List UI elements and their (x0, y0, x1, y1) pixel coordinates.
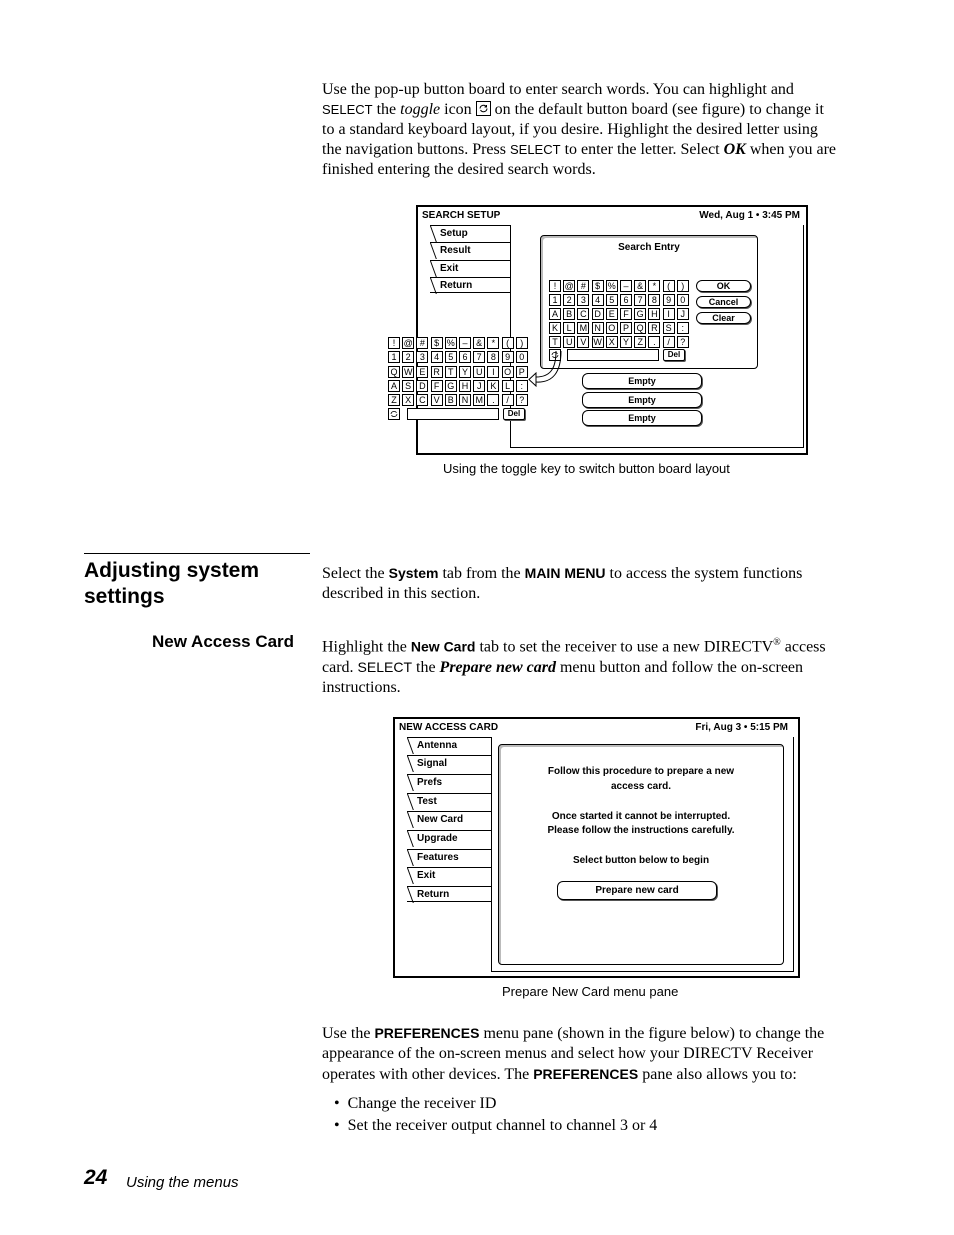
list-item (334, 1093, 874, 1115)
intro-line: Use the pop-up button board to enter search words. You can highlight and (322, 81, 794, 98)
key-button[interactable]: * (487, 337, 499, 349)
key-button[interactable]: M (473, 394, 485, 406)
empty-slot[interactable]: Empty (582, 373, 702, 389)
key-button[interactable]: M (577, 322, 589, 334)
empty-slot[interactable]: Empty (582, 410, 702, 426)
subsection-paragraph (322, 633, 882, 698)
preferences-term: PREFERENCES (374, 1025, 480, 1041)
key-button[interactable]: 6 (620, 294, 632, 306)
key-button[interactable]: N (592, 322, 604, 334)
para-line (322, 1064, 882, 1085)
toggle-term: toggle (400, 101, 441, 118)
key-button[interactable]: . (648, 336, 660, 348)
key-button[interactable]: Z (388, 394, 400, 406)
key-button[interactable]: Z (634, 336, 646, 348)
clear-button[interactable]: Clear (696, 312, 751, 324)
key-button[interactable]: 4 (431, 351, 443, 363)
intro-paragraph (322, 80, 882, 180)
prepare-new-card-button[interactable]: Prepare new card (557, 881, 717, 900)
heading-line: settings (84, 585, 165, 608)
key-button[interactable]: C (577, 308, 589, 320)
key-button[interactable]: / (502, 394, 514, 406)
key-button[interactable]: O (502, 366, 514, 378)
del-button[interactable]: Del (663, 349, 685, 361)
tab-label: Return (417, 889, 450, 900)
para-line: appearance of the on-screen menus and select how your DIRECTV Receiver (322, 1045, 814, 1062)
preferences-paragraph (322, 1023, 882, 1085)
key-button[interactable]: D (416, 380, 428, 392)
key-button[interactable]: A (549, 308, 561, 320)
key-button[interactable]: H (459, 380, 471, 392)
key-button[interactable]: & (473, 337, 485, 349)
key-button[interactable]: 7 (473, 351, 485, 363)
key-button[interactable]: 6 (459, 351, 471, 363)
tab-exit[interactable] (407, 867, 491, 883)
select-term: SELECT (509, 142, 561, 157)
bullet-icon: • (334, 1095, 340, 1112)
new-access-card-screen (393, 717, 800, 978)
tab-label: Features (417, 852, 459, 863)
key-button[interactable]: J (473, 380, 485, 392)
tab-label: Signal (417, 758, 448, 769)
intro-line (322, 140, 882, 160)
text: the navigation buttons. Press (322, 141, 510, 158)
key-button[interactable]: 5 (445, 351, 457, 363)
key-button[interactable]: S (663, 322, 675, 334)
key-button[interactable]: A (388, 380, 400, 392)
para-line (322, 563, 882, 584)
para-line: described in this section. (322, 585, 481, 602)
tab-result[interactable] (430, 242, 510, 258)
key-button[interactable]: . (487, 394, 499, 406)
select-term: SELECT (322, 102, 373, 117)
key-button[interactable]: 8 (648, 294, 660, 306)
heading-line: Adjusting system (84, 559, 260, 582)
key-button[interactable]: L (563, 322, 575, 334)
key-button[interactable]: F (620, 308, 632, 320)
key-button[interactable]: @ (564, 281, 574, 291)
key-button[interactable]: 7 (634, 294, 646, 306)
key-button[interactable]: & (634, 280, 646, 292)
key-button[interactable]: 0 (677, 294, 689, 306)
key-button[interactable]: X (606, 336, 618, 348)
key-button[interactable]: Q (388, 366, 400, 378)
screen-datetime: Wed, Aug 1 • 3:45 PM (699, 210, 800, 221)
tab-new-card[interactable] (407, 811, 491, 827)
new-card-term: New Card (410, 638, 476, 655)
figure-caption: Using the toggle key to switch button board layout (443, 461, 730, 476)
key-button[interactable]: F (431, 380, 443, 392)
key-button[interactable]: 2 (563, 294, 575, 306)
ok-button[interactable]: OK (696, 280, 751, 292)
registered-mark: ® (773, 637, 781, 648)
key-button[interactable]: ) (516, 337, 528, 349)
key-button[interactable]: # (416, 337, 428, 349)
list-item (334, 1115, 874, 1137)
key-button[interactable]: 1 (549, 294, 561, 306)
message-line: access card. (610, 781, 672, 792)
text: icon (440, 101, 476, 118)
key-button[interactable]: 2 (402, 351, 414, 363)
tab-upgrade[interactable] (407, 830, 491, 846)
key-button[interactable]: V (431, 394, 443, 406)
new-card-panel (498, 744, 784, 965)
del-button[interactable]: Del (503, 408, 525, 420)
tab-antenna[interactable] (407, 737, 491, 753)
key-button[interactable]: Q (634, 322, 646, 334)
key-button[interactable]: X (402, 394, 414, 406)
text: the (372, 101, 401, 118)
select-term: SELECT (357, 659, 412, 676)
key-button[interactable]: – (459, 337, 471, 349)
section-heading (84, 558, 259, 610)
key-button[interactable]: T (445, 366, 457, 378)
key-button[interactable]: I (487, 366, 499, 378)
key-button[interactable]: – (620, 280, 632, 292)
qwerty-button-board (385, 335, 530, 425)
empty-slot[interactable]: Empty (582, 392, 702, 408)
key-button[interactable]: H (648, 308, 660, 320)
key-button[interactable]: G (445, 380, 457, 392)
key-button[interactable]: I (663, 308, 675, 320)
key-button[interactable]: : (677, 322, 689, 334)
prepare-term: Prepare new card (439, 659, 556, 677)
text: menu pane (shown in the figure below) to change the (479, 1025, 825, 1042)
tab-label: Exit (417, 870, 436, 881)
key-button[interactable]: J (677, 308, 689, 320)
subsection-heading: New Access Card (152, 632, 295, 651)
search-text-input[interactable] (567, 349, 659, 361)
list-item-text: Set the receiver output channel to channel 3 or 4 (347, 1117, 658, 1134)
footer-label: Using the menus (126, 1174, 239, 1191)
key-button[interactable]: # (577, 280, 589, 292)
para-line (322, 657, 882, 678)
para-line (322, 633, 882, 657)
key-button[interactable]: ? (516, 394, 528, 406)
search-text-input[interactable] (407, 408, 499, 420)
intro-line (322, 100, 882, 120)
screen-title: SEARCH SETUP (422, 210, 501, 221)
key-button[interactable]: @ (403, 338, 413, 348)
tab-prefs[interactable] (407, 774, 491, 790)
key-button[interactable]: B (563, 308, 575, 320)
key-button[interactable]: $ (592, 280, 604, 292)
tab-signal[interactable] (407, 755, 491, 771)
tab-label: Test (417, 796, 437, 807)
key-button[interactable]: ! (549, 280, 561, 292)
key-button[interactable]: : (516, 380, 528, 392)
text: menu button and follow the on-screen (555, 659, 804, 677)
text: the (412, 659, 440, 677)
bullet-icon: • (334, 1117, 340, 1134)
key-button[interactable]: K (487, 380, 499, 392)
key-button[interactable]: E (606, 308, 618, 320)
text: Use the (322, 1025, 375, 1042)
ok-term: OK (723, 141, 746, 158)
tab-label: Antenna (417, 740, 457, 751)
tab-label: Setup (440, 228, 468, 239)
toggle-arrow (526, 347, 566, 387)
key-button[interactable]: ( (663, 280, 675, 292)
message-line: Follow this procedure to prepare a new (547, 766, 735, 777)
message-line: Once started it cannot be interrupted. (551, 811, 731, 822)
key-button[interactable]: W (403, 366, 413, 377)
tab-test[interactable] (407, 793, 491, 809)
text: tab from the (438, 565, 525, 582)
key-button[interactable]: O (606, 322, 618, 334)
screen-datetime: Fri, Aug 3 • 5:15 PM (695, 722, 788, 733)
text: when you are (745, 141, 837, 158)
text: card. (322, 659, 358, 677)
main-menu-term: MAIN MENU (524, 565, 606, 581)
key-button[interactable]: 5 (606, 294, 618, 306)
text: tab to set the receiver to use a new DIRECTV (475, 638, 774, 656)
key-button[interactable]: V (577, 336, 589, 348)
list-item-text: Change the receiver ID (347, 1095, 497, 1112)
toggle-icon (389, 409, 399, 419)
text: pane also allows you to: (638, 1066, 797, 1083)
tab-return[interactable] (430, 277, 510, 293)
text: to enter the letter. Select (560, 141, 724, 158)
key-button[interactable]: ( (502, 337, 514, 349)
screen-title: NEW ACCESS CARD (399, 722, 499, 733)
text: operates with other devices. The (322, 1066, 534, 1083)
tab-label: Return (440, 280, 473, 291)
key-button[interactable]: * (648, 280, 660, 292)
key-button[interactable]: Y (459, 366, 471, 378)
message-line: Select button below to begin (572, 855, 710, 866)
key-button[interactable]: U (473, 366, 485, 378)
key-button[interactable]: P (516, 366, 528, 378)
section-rule (84, 553, 310, 554)
cancel-button[interactable]: Cancel (696, 296, 751, 308)
key-button[interactable]: E (416, 366, 428, 378)
tab-label: Exit (440, 263, 459, 274)
key-button[interactable]: G (634, 308, 646, 320)
key-button[interactable]: 0 (516, 351, 528, 363)
tab-label: Result (440, 245, 471, 256)
intro-line: to a standard keyboard layout, if you desire. Highlight the desired letter using (322, 121, 818, 138)
message-line: Please follow the instructions carefully. (547, 825, 735, 836)
key-button[interactable]: P (620, 322, 632, 334)
key-button[interactable]: D (592, 308, 604, 320)
key-button[interactable]: 1 (388, 351, 400, 363)
key-button[interactable]: Y (620, 336, 632, 348)
tab-label: Upgrade (417, 833, 458, 844)
key-button[interactable]: R (431, 366, 443, 378)
key-button[interactable]: $ (431, 337, 443, 349)
key-button[interactable]: ? (677, 336, 689, 348)
tab-label: New Card (417, 814, 464, 825)
toggle-icon (476, 101, 491, 116)
key-button[interactable]: 8 (487, 351, 499, 363)
key-button[interactable]: T (549, 336, 561, 348)
key-button[interactable]: U (563, 336, 575, 348)
panel-title: Search Entry (618, 242, 680, 253)
text: Highlight the (322, 638, 411, 656)
key-button[interactable]: B (445, 394, 457, 406)
key-button[interactable]: 3 (577, 294, 589, 306)
bullet-list (334, 1093, 874, 1137)
key-button[interactable]: % (607, 281, 616, 291)
key-button[interactable]: % (446, 338, 455, 348)
key-button[interactable]: K (549, 322, 561, 334)
figure-caption: Prepare New Card menu pane (502, 984, 679, 999)
system-term: System (388, 565, 439, 581)
search-entry-panel (540, 235, 758, 369)
tab-return[interactable] (407, 886, 491, 902)
key-button[interactable]: 9 (502, 351, 514, 363)
para-line (322, 1023, 882, 1044)
tab-label: Prefs (417, 777, 443, 788)
text: Select the (322, 565, 389, 582)
text: access (780, 638, 826, 656)
key-button[interactable]: ! (388, 337, 400, 349)
key-button[interactable]: R (648, 322, 660, 334)
para-line: instructions. (322, 679, 401, 697)
key-button[interactable]: L (502, 380, 514, 392)
key-button[interactable]: S (402, 380, 414, 392)
section-paragraph (322, 563, 882, 604)
key-button[interactable]: / (663, 336, 675, 348)
toggle-key[interactable] (388, 408, 400, 420)
text: to access the system functions (605, 565, 803, 582)
key-button[interactable]: N (459, 394, 471, 406)
key-button[interactable]: 4 (592, 294, 604, 306)
preferences-term: PREFERENCES (533, 1066, 639, 1082)
key-button[interactable]: ) (677, 280, 689, 292)
key-button[interactable]: 9 (663, 294, 675, 306)
tab-exit[interactable] (430, 260, 510, 276)
key-button[interactable]: 3 (416, 351, 428, 363)
key-button[interactable]: W (593, 337, 602, 347)
page-number: 24 (84, 1166, 108, 1189)
tab-setup[interactable] (430, 225, 510, 241)
key-button[interactable]: C (416, 394, 428, 406)
intro-line: finished entering the desired search words. (322, 161, 596, 178)
text: on the default button board (see figure) to change it (490, 101, 824, 118)
tab-features[interactable] (407, 849, 491, 865)
